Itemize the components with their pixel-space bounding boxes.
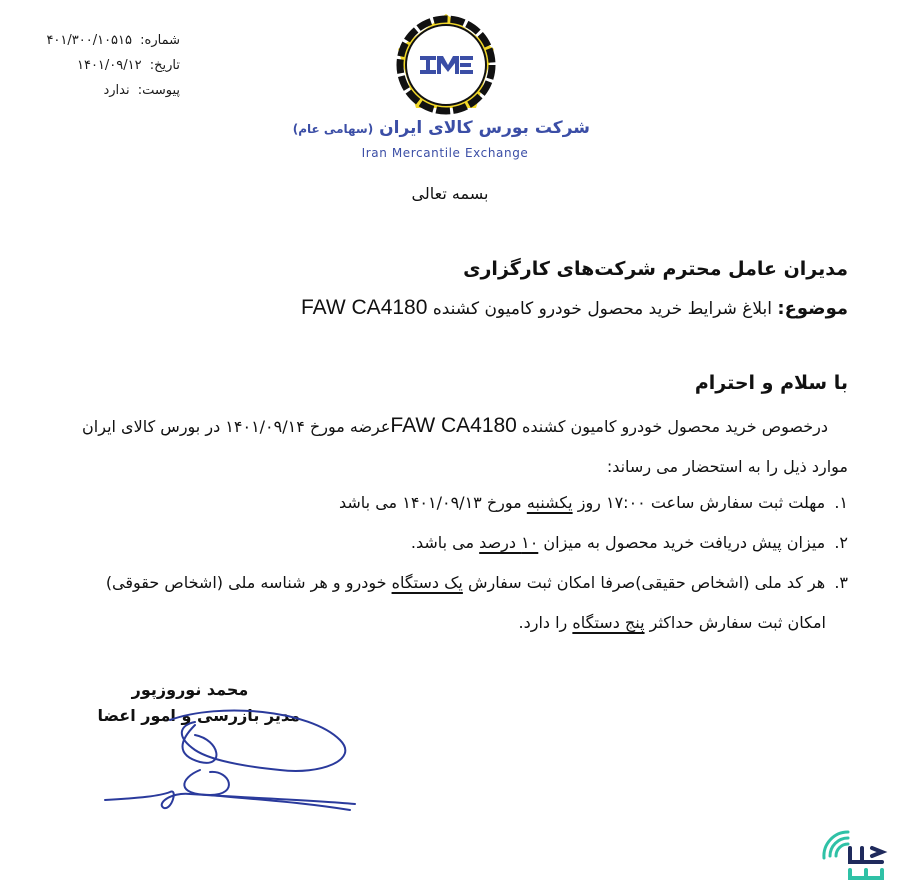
company-name-en: Iran Mercantile Exchange: [361, 146, 529, 160]
subject-text: ابلاغ شرایط خرید محصول خودرو کامیون کشنده: [432, 299, 772, 319]
conditions-list: [48, 483, 848, 643]
company-name-fa: شرکت بورس کالای ایران (سهامی عام): [292, 118, 590, 138]
basmala: بسمه تعالی: [411, 184, 489, 203]
subject-label: موضوع:: [777, 298, 848, 319]
handwritten-signature-icon: [100, 700, 370, 820]
signatory-name: محمد نوروزپور: [131, 680, 249, 699]
intro-line-2: موارد ذیل را به استحضار می رساند:: [606, 457, 848, 476]
letter-date: تاریخ: ۱۴۰۱/۰۹/۱۲: [76, 58, 180, 73]
subject-line: [301, 296, 848, 320]
subject-model: FAW CA4180: [300, 296, 428, 319]
letter-attachment: پیوست: ندارد: [103, 83, 180, 98]
intro-paragraph: [48, 406, 848, 487]
greeting: با سلام و احترام: [694, 372, 848, 394]
recipient: مدیران عامل محترم شرکت‌های کارگزاری: [463, 258, 848, 280]
list-item-continuation: امکان ثبت سفارش حداکثر پنج دستگاه را دارد.: [518, 613, 826, 632]
ime-logo-icon: [393, 12, 499, 118]
kala-khabar-watermark-icon: [820, 826, 892, 882]
list-item: ۱. مهلت ثبت سفارش ساعت ۱۷:۰۰ روز یکشنبه مورخ ۱۴۰۱/۰۹/۱۳ می باشد: [339, 493, 848, 512]
signatory-title: مدیر بازرسی و امور اعضا: [97, 706, 300, 725]
list-item: ۲. میزان پیش دریافت خرید محصول به میزان ۱۰ درصد می باشد.: [410, 533, 848, 552]
intro-line-1: درخصوص خرید محصول خودرو کامیون کشنده FAW CA4180عرضه مورخ ۱۴۰۱/۰۹/۱۴ در بورس کالای ایران: [82, 414, 828, 437]
list-item: ۳. هر کد ملی (اشخاص حقیقی)صرفا امکان ثبت سفارش یک دستگاه خودرو و هر شناسه ملی (اشخاص حقوقی): [105, 573, 848, 592]
letter-meta: [20, 28, 180, 103]
letter-number: شماره: ۴۰۱/۳۰۰/۱۰۵۱۵: [46, 33, 180, 48]
